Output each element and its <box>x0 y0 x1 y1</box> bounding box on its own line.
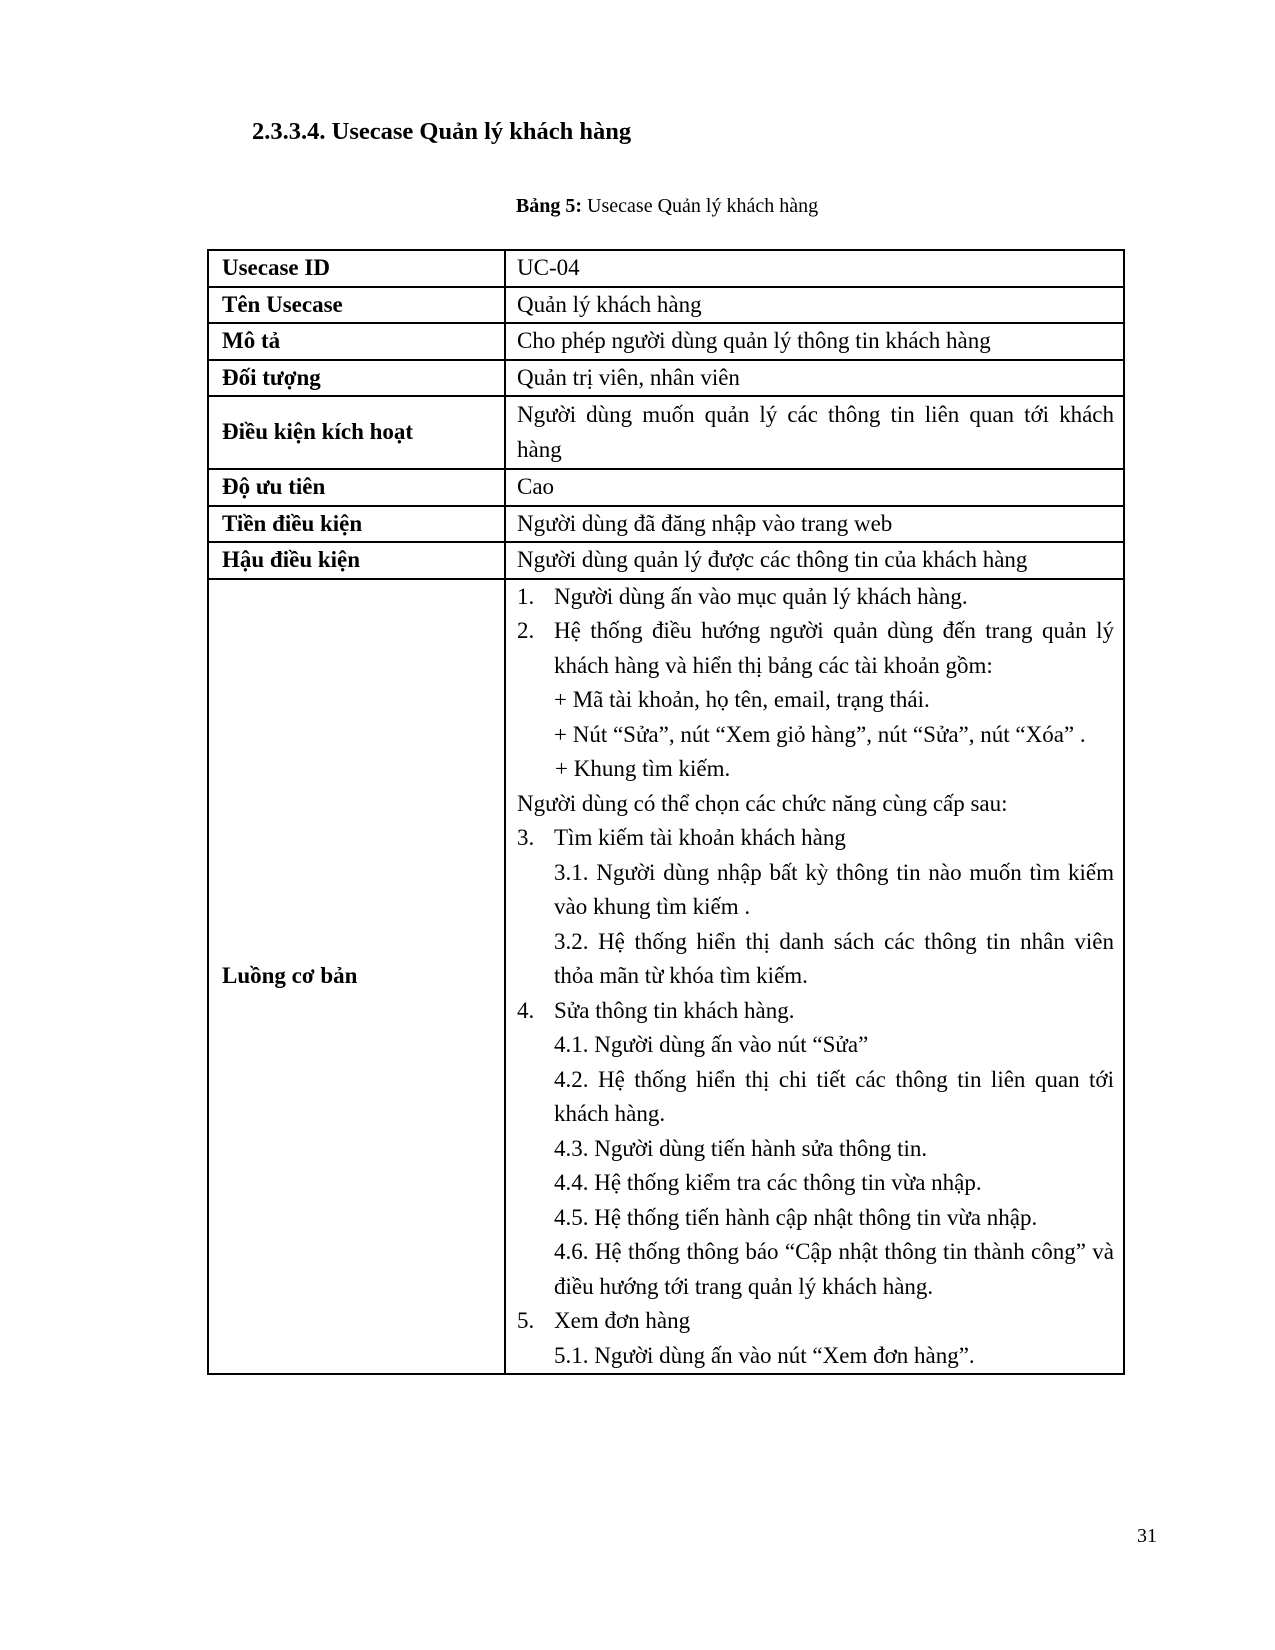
table-row-postcondition <box>208 542 1124 579</box>
row-value: Cao <box>505 469 1124 506</box>
row-key: Đối tượng <box>208 360 505 397</box>
step-5-1: 5.1. Người dùng ấn vào nút “Xem đơn hàng”. <box>554 1342 975 1368</box>
row-key: Điều kiện kích hoạt <box>208 396 505 469</box>
step-number: 3. <box>517 825 535 850</box>
row-key: Mô tả <box>208 323 505 360</box>
row-key: Độ ưu tiên <box>208 469 505 506</box>
step-4-2: 4.2. Hệ thống hiển thị chi tiết các thông tin liên quan tới khách hàng. <box>554 1066 1114 1126</box>
step-text: Người dùng ấn vào mục quản lý khách hàng. <box>554 583 968 609</box>
row-key: Tiền điều kiện <box>208 506 505 543</box>
row-key: Usecase ID <box>208 250 505 287</box>
row-key: Tên Usecase <box>208 287 505 324</box>
flow-step-2 <box>517 614 1114 683</box>
row-value: Cho phép người dùng quản lý thông tin khách hàng <box>505 323 1124 360</box>
step-number: 5. <box>517 1308 535 1333</box>
step-4-1: 4.1. Người dùng ấn vào nút “Sửa” <box>554 1032 869 1057</box>
row-value: Người dùng muốn quản lý các thông tin liên quan tới khách hàng <box>505 396 1124 469</box>
table-row-usecase-id <box>208 250 1124 287</box>
step-4-6: 4.6. Hệ thống thông báo “Cập nhật thông tin thành công” và điều hướng tới trang quản lý khách hàng. <box>554 1239 1114 1299</box>
table-row-usecase-name <box>208 287 1124 324</box>
flow-step-3 <box>517 821 1114 856</box>
step-4-5: 4.5. Hệ thống tiến hành cập nhật thông tin vừa nhập. <box>554 1204 1038 1230</box>
step-4-3: 4.3. Người dùng tiến hành sửa thông tin. <box>554 1135 928 1161</box>
step-text: Sửa thông tin khách hàng. <box>554 997 795 1023</box>
flow-step-1 <box>517 580 1114 615</box>
row-key: Luồng cơ bản <box>208 579 505 1375</box>
step-number: 2. <box>517 618 535 643</box>
step-4-4: 4.4. Hệ thống kiểm tra các thông tin vừa nhập. <box>554 1170 982 1195</box>
table-row-basic-flow <box>208 579 1124 1375</box>
row-value: Quản lý khách hàng <box>505 287 1124 324</box>
row-value: UC-04 <box>505 250 1124 287</box>
row-value: Người dùng quản lý được các thông tin của khách hàng <box>505 542 1124 579</box>
table-row-actor <box>208 360 1124 397</box>
table-row-priority <box>208 469 1124 506</box>
row-value: Quản trị viên, nhân viên <box>505 360 1124 397</box>
step-3-1: 3.1. Người dùng nhập bất kỳ thông tin nào muốn tìm kiếm vào khung tìm kiếm . <box>554 859 1114 919</box>
caption-label: Bảng 5: <box>515 195 583 217</box>
flow-step-5 <box>517 1304 1114 1339</box>
basic-flow-content <box>505 579 1124 1375</box>
step-text: Hệ thống điều hướng người quản dùng đến trang quản lý khách hàng và hiển thị bảng các tài khoản gồm: <box>554 618 1114 678</box>
step-2-detail: + Nút “Sửa”, nút “Xem giỏ hàng”, nút “Sửa”, nút “Xóa” . <box>554 721 1086 747</box>
row-key: Hậu điều kiện <box>208 542 505 579</box>
flow-intro: Người dùng có thể chọn các chức năng cùng cấp sau: <box>517 790 1008 816</box>
usecase-table <box>207 249 1125 1375</box>
step-text: Xem đơn hàng <box>554 1308 691 1333</box>
flow-step-4 <box>517 994 1114 1029</box>
step-2-detail: + Mã tài khoản, họ tên, email, trạng thái. <box>554 687 930 712</box>
table-row-description <box>208 323 1124 360</box>
table-caption <box>0 194 1275 218</box>
caption-text: Usecase Quản lý khách hàng <box>582 195 819 217</box>
step-text: Tìm kiếm tài khoản khách hàng <box>554 825 846 850</box>
section-heading: 2.3.3.4. Usecase Quản lý khách hàng <box>252 118 632 145</box>
step-2-detail: + Khung tìm kiếm. <box>555 756 731 781</box>
page-number: 31 <box>1137 1525 1157 1547</box>
row-value: Người dùng đã đăng nhập vào trang web <box>505 506 1124 543</box>
step-number: 1. <box>517 583 535 609</box>
step-3-2: 3.2. Hệ thống hiển thị danh sách các thông tin nhân viên thỏa mãn từ khóa tìm kiếm. <box>554 928 1114 988</box>
table-row-trigger <box>208 396 1124 469</box>
step-number: 4. <box>517 997 535 1023</box>
table-row-precondition <box>208 506 1124 543</box>
